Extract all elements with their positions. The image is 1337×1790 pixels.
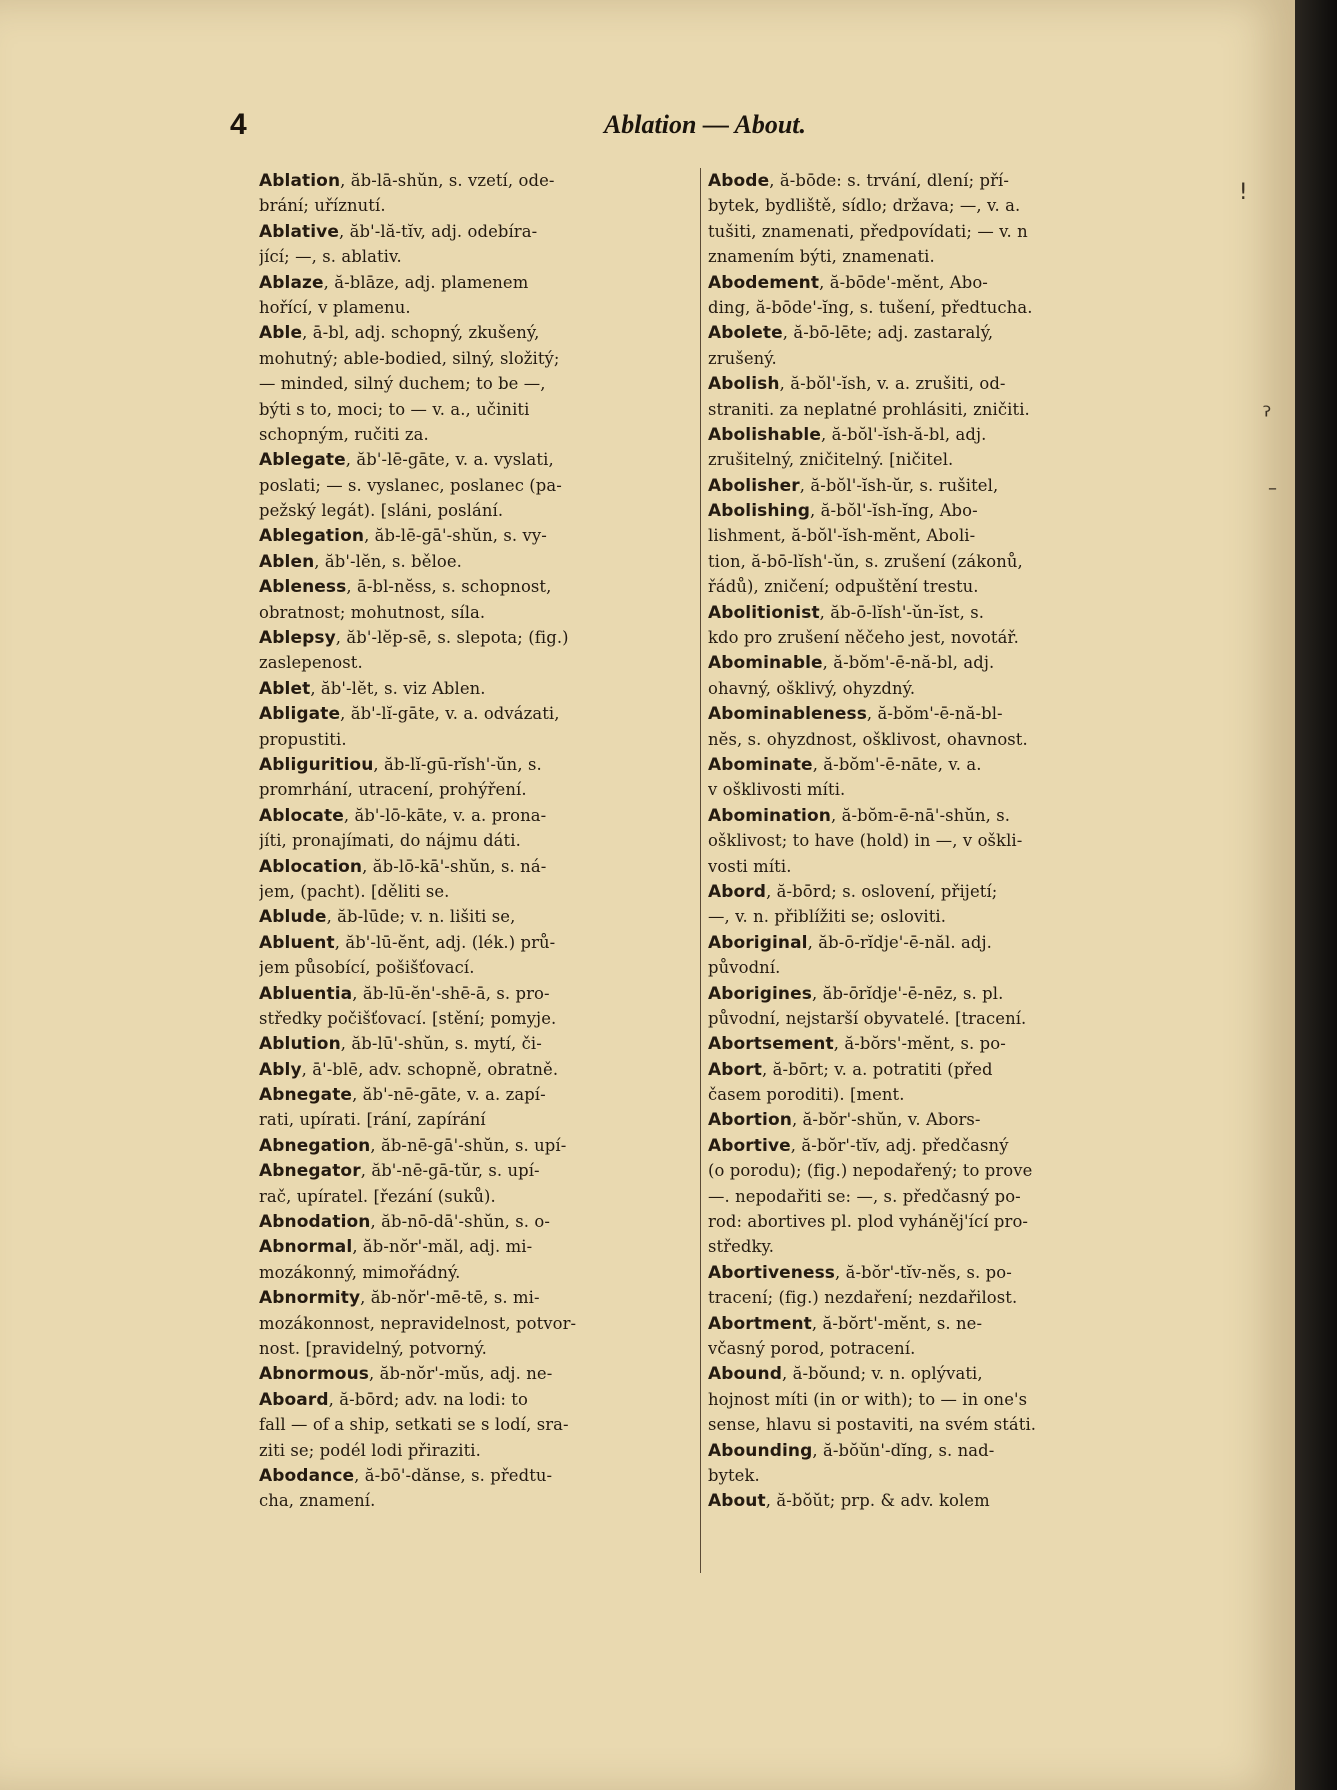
entry-line: rati, upírati. [rání, zapírání — [259, 1110, 486, 1130]
entry-line: tušiti, znamenati, předpovídati; — v. n — [708, 221, 1028, 241]
entry-line: Ablegation, ăb-lē-gā'-shŭn, s. vy- — [259, 526, 547, 547]
entry-line: Aborigines, ăb-ōrĭdje'-ē-nēz, s. pl. — [708, 983, 1004, 1004]
entry-line: tion, ă-bō-lĭsh'-ŭn, s. zrušení (zákonů, — [708, 551, 1023, 571]
entry-line: jem působící, pošišťovací. — [259, 958, 475, 978]
entry-line: mozákonný, mimořádný. — [259, 1262, 461, 1282]
entry-line: pežský legát). [sláni, poslání. — [259, 501, 504, 521]
entry-line: promrhání, utracení, prohýření. — [259, 780, 527, 800]
column-divider — [700, 168, 701, 1573]
entry-line: Ablution, ăb-lū'-shŭn, s. mytí, či- — [259, 1034, 542, 1055]
entry-line: Abluent, ăb'-lū-ĕnt, adj. (lék.) prů- — [259, 932, 556, 953]
entry-line: obratnost; mohutnost, síla. — [259, 602, 486, 622]
entry-line: jíti, pronajímati, do nájmu dáti. — [259, 831, 521, 851]
entry-line: Abnegator, ăb'-nē-gā-tŭr, s. upí- — [259, 1161, 540, 1182]
entry-line: schopným, ručiti za. — [259, 424, 429, 444]
entry-line: Abodance, ă-bō'-dănse, s. předtu- — [259, 1465, 553, 1486]
page-number: 4 — [230, 108, 247, 141]
entry-line: Abnormous, ăb-nŏr'-mŭs, adj. ne- — [259, 1364, 553, 1385]
entry-line: nost. [pravidelný, potvorný. — [259, 1338, 487, 1358]
entry-line: ošklivost; to have (hold) in —, v oškli- — [708, 831, 1023, 851]
entry-line: nĕs, s. ohyzdnost, ošklivost, ohavnost. — [708, 729, 1028, 749]
entry-line: Abord, ă-bōrd; s. oslovení, přijetí; — [708, 881, 998, 902]
entry-line: Abortiveness, ă-bŏr'-tĭv-nĕs, s. po- — [708, 1262, 1012, 1283]
entry-line: včasný porod, potracení. — [708, 1338, 916, 1358]
entry-line: zrušený. — [708, 348, 777, 368]
entry-line: hořící, v plamenu. — [259, 297, 411, 317]
entry-line: Abomination, ă-bŏm-ē-nā'-shŭn, s. — [708, 805, 1011, 826]
entry-line: —. nepodařiti se: —, s. předčasný po- — [708, 1186, 1021, 1206]
entry-line: hojnost míti (in or with); to — in one's — [708, 1389, 1028, 1409]
entry-line: Abluentia, ăb-lū-ĕn'-shē-ā, s. pro- — [259, 983, 550, 1004]
entry-line: ohavný, ošklivý, ohyzdný. — [708, 678, 916, 698]
entry-line: jící; —, s. ablativ. — [259, 247, 402, 267]
entry-line: About, ă-bŏŭt; prp. & adv. kolem — [708, 1491, 990, 1512]
entry-line: původní, nejstarší obyvatelé. [tracení. — [708, 1008, 1027, 1028]
page-edge — [1295, 0, 1337, 1790]
entry-line: Abort, ă-bōrt; v. a. potratiti (před — [708, 1059, 993, 1080]
entry-line: Aboard, ă-bōrd; adv. na lodi: to — [259, 1389, 528, 1410]
entry-line: Ablen, ăb'-lĕn, s. běloe. — [259, 551, 462, 572]
entry-line: Able, ā-bl, adj. schopný, zkušený, — [259, 323, 540, 344]
entry-line: Ableness, ā-bl-nĕss, s. schopnost, — [259, 577, 552, 598]
entry-line: (o porodu); (fig.) nepodařený; to prove — [708, 1161, 1033, 1181]
right-column — [708, 168, 1178, 1514]
entry-line: mozákonnost, nepravidelnost, potvor- — [259, 1313, 577, 1333]
entry-line: cha, znamení. — [259, 1491, 376, 1511]
entry-line: zrušitelný, zničitelný. [ničitel. — [708, 450, 954, 470]
entry-line: v ošklivosti míti. — [708, 780, 846, 800]
entry-line: původní. — [708, 958, 781, 978]
entry-line: poslati; — s. vyslanec, poslanec (pa- — [259, 475, 562, 495]
entry-line: býti s to, moci; to — v. a., učiniti — [259, 399, 530, 419]
entry-line: —, v. n. přiblížiti se; osloviti. — [708, 907, 947, 927]
entry-line: Ably, ā'-blē, adv. schopně, obratně. — [259, 1059, 559, 1080]
entry-line: Ablude, ăb-lūde; v. n. lišiti se, — [259, 907, 516, 928]
page-header — [230, 108, 1180, 148]
entry-line: fall — of a ship, setkati se s lodí, sra- — [259, 1415, 569, 1435]
entry-line: Abominableness, ă-bŏm'-ē-nă-bl- — [708, 704, 1003, 725]
entry-line: Ablative, ăb'-lă-tĭv, adj. odebíra- — [259, 221, 538, 242]
entry-line: ding, ă-bōde'-ĭng, s. tušení, předtucha. — [708, 297, 1033, 317]
entry-line: Ablation, ăb-lā-shŭn, s. vzetí, ode- — [259, 171, 555, 191]
entry-line: Abodement, ă-bōde'-mĕnt, Abo- — [708, 272, 988, 293]
entry-line: Abnodation, ăb-nō-dā'-shŭn, s. o- — [259, 1212, 551, 1233]
entry-line: Ablepsy, ăb'-lĕp-sē, s. slepota; (fig.) — [259, 628, 569, 649]
entry-line: Ablaze, ă-blāze, adj. plamenem — [259, 272, 529, 293]
entry-line: Abolish, ă-bŏl'-ĭsh, v. a. zrušiti, od- — [708, 374, 1006, 395]
entry-line: Ablet, ăb'-lĕt, s. viz Ablen. — [259, 678, 486, 699]
left-column — [259, 168, 729, 1514]
entry-line: Abound, ă-bŏund; v. n. oplývati, — [708, 1364, 983, 1385]
entry-line: zaslepenost. — [259, 653, 363, 673]
entry-line: rod: abortives pl. plod vyháněj'ící pro- — [708, 1212, 1029, 1232]
margin-mark-icon: – — [1268, 478, 1277, 499]
entry-line: středky. — [708, 1237, 775, 1257]
entry-line: Abode, ă-bōde: s. trvání, dlení; pří- — [708, 171, 1010, 191]
entry-line: vosti míti. — [708, 856, 792, 876]
entry-line: Abnegation, ăb-nē-gā'-shŭn, s. upí- — [259, 1135, 567, 1156]
entry-line: Abominable, ă-bŏm'-ē-nă-bl, adj. — [708, 653, 995, 674]
entry-line: lishment, ă-bŏl'-ĭsh-mĕnt, Aboli- — [708, 526, 976, 546]
entry-line: Abnormal, ăb-nŏr'-măl, adj. mi- — [259, 1237, 533, 1258]
margin-mark-icon: ǃ — [1240, 180, 1247, 205]
entry-line: Abortment, ă-bŏrt'-mĕnt, s. ne- — [708, 1313, 983, 1334]
entry-line: Abliguritiou, ăb-lĭ-gū-rĭsh'-ŭn, s. — [259, 754, 542, 775]
entry-line: mohutný; able-bodied, silný, složitý; — [259, 348, 560, 368]
entry-line: propustiti. — [259, 729, 347, 749]
entry-line: jem, (pacht). [děliti se. — [259, 881, 450, 901]
margin-mark-icon: ˀ — [1262, 402, 1272, 432]
entry-line: Abolisher, ă-bŏl'-ĭsh-ŭr, s. rušitel, — [708, 475, 999, 496]
entry-line: Abortsement, ă-bŏrs'-mĕnt, s. po- — [708, 1034, 1006, 1055]
entry-line: Abolishing, ă-bŏl'-ĭsh-ĭng, Abo- — [708, 501, 978, 522]
entry-line: Abortion, ă-bŏr'-shŭn, v. Abors- — [708, 1110, 981, 1131]
entry-line: Abolete, ă-bō-lēte; adj. zastaralý, — [708, 323, 994, 344]
entry-line: Ablocation, ăb-lō-kā'-shŭn, s. ná- — [259, 856, 547, 877]
entry-line: řádů), zničení; odpuštění trestu. — [708, 577, 979, 597]
entry-line: rač, upíratel. [řezání (suků). — [259, 1186, 496, 1206]
entry-line: Abolitionist, ăb-ō-lĭsh'-ŭn-ĭst, s. — [708, 602, 985, 623]
entry-line: Abnormity, ăb-nŏr'-mē-tē, s. mi- — [259, 1288, 540, 1309]
entry-line: — minded, silný duchem; to be —, — [259, 374, 546, 394]
entry-line: bytek. — [708, 1465, 760, 1485]
entry-line: brání; uříznutí. — [259, 196, 386, 216]
entry-line: straniti. za neplatné prohlásiti, zničiti. — [708, 399, 1030, 419]
entry-line: Abolishable, ă-bŏl'-ĭsh-ă-bl, adj. — [708, 424, 987, 445]
entry-line: Abominate, ă-bŏm'-ē-nāte, v. a. — [708, 754, 982, 775]
entry-line: Abnegate, ăb'-nē-gāte, v. a. zapí- — [259, 1085, 546, 1106]
entry-line: znamením býti, znamenati. — [708, 247, 935, 267]
entry-line: Abligate, ăb'-lĭ-gāte, v. a. odvázati, — [259, 704, 560, 725]
entry-line: Ablegate, ăb'-lē-gāte, v. a. vyslati, — [259, 450, 554, 471]
entry-line: tracení; (fig.) nezdaření; nezdařilost. — [708, 1288, 1018, 1308]
entry-line: Aboriginal, ăb-ō-rĭdje'-ē-năl. adj. — [708, 932, 992, 953]
entry-line: kdo pro zrušení něčeho jest, novotář. — [708, 628, 1019, 648]
running-head: Ablation — About. — [603, 110, 807, 139]
entry-line: Ablocate, ăb'-lō-kāte, v. a. prona- — [259, 805, 547, 826]
entry-line: Abounding, ă-bŏŭn'-dĭng, s. nad- — [708, 1440, 995, 1461]
entry-line: Abortive, ă-bŏr'-tĭv, adj. předčasný — [708, 1135, 1009, 1156]
entry-line: středky počišťovací. [stění; pomyje. — [259, 1008, 557, 1028]
entry-line: sense, hlavu si postaviti, na svém státi. — [708, 1415, 1037, 1435]
entry-line: ziti se; podél lodi přiraziti. — [259, 1440, 481, 1460]
entry-line: bytek, bydliště, sídlo; država; —, v. a. — [708, 196, 1021, 216]
entry-line: časem poroditi). [ment. — [708, 1085, 905, 1105]
